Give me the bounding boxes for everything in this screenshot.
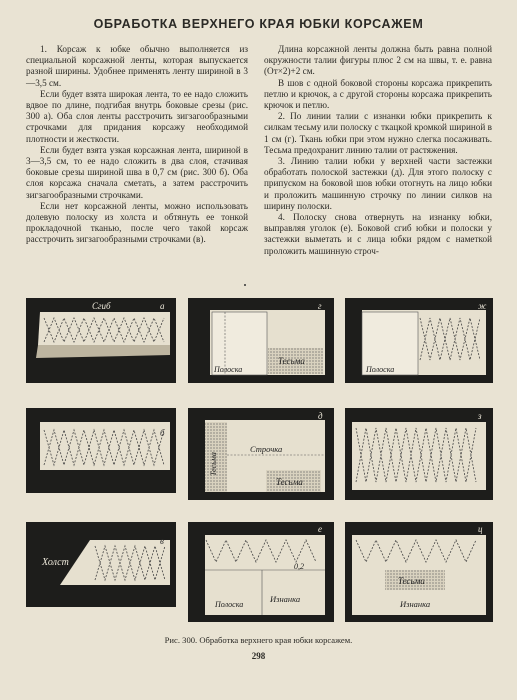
paragraph: Если нет корсажной ленты, можно использовать долевую полоску из холста и обтянуть ее тонкой прокладочной тканью, после чего такой корсаж расстрочить зигзагообразными строчками (в). xyxy=(26,200,248,245)
label-tesma: Тесьма xyxy=(398,576,425,586)
panel-z xyxy=(345,408,493,500)
page-title: ОБРАБОТКА ВЕРХНЕГО КРАЯ ЮБКИ КОРСАЖЕМ xyxy=(93,17,424,31)
panel-label: е xyxy=(318,524,322,534)
label-tesma: Тесьма xyxy=(278,356,305,366)
figure-caption: Рис. 300. Обработка верхнего края юбки корсажем. xyxy=(164,635,353,645)
label-holst: Холст xyxy=(42,557,69,568)
label-measure: 0,2 xyxy=(294,562,304,571)
paragraph: 2. По линии талии с изнанки юбки прикрепить к силкам тесьму или полоску с ткацкой кромкой шириной в 1 см (г). Ткань юбки при этом нужно слегка посаживать. Тесьма предохранит линию талии от растяжения. xyxy=(264,111,492,155)
label-polosa: Полоска xyxy=(214,365,243,374)
panel-label: ж xyxy=(478,301,487,311)
label-strochka: Строчка xyxy=(250,444,283,454)
panel-ts xyxy=(345,522,493,622)
panel-label: в xyxy=(160,536,164,546)
paragraph: Если будет взята узкая корсажная лента, шириной в 3—3,5 см, то ее надо сложить в два слоя, стачивая боковые срезы шириной шва в 0,7 см (рис. 300 б). Оба слоя корсажа сначала сметать, а затем расстрочить зигзагообразными строчками. xyxy=(26,144,248,200)
panel-label: б xyxy=(160,428,165,438)
panel-label: з xyxy=(478,411,482,421)
label-polosa: Полоска xyxy=(366,365,395,374)
panel-label: г xyxy=(318,301,322,311)
label-tesma-vertical: Тесьма xyxy=(209,452,218,476)
label-polosa: Полоска xyxy=(215,600,244,609)
label-iznanka: Изнанка xyxy=(400,599,431,609)
panel-b xyxy=(26,408,176,493)
panel-label: а xyxy=(160,301,165,311)
paragraph: 3. Линию талии юбки у верхней части застежки обработать полоской застежки (д). Для этого полоску с припуском на боковой шов юбки отогнуть на лицо юбки и проложить машинную строчку по линии силков на ширину полоски. xyxy=(264,156,492,211)
panel-g xyxy=(188,298,334,383)
label-sgib: Сгиб xyxy=(92,301,111,311)
paragraph: 1. Корсаж к юбке обычно выполняется из специальной корсажной ленты, которая выпускается разной ширины. Удобнее применять ленту шириной в 3—3,5 см. xyxy=(26,44,248,88)
panel-d xyxy=(188,408,334,500)
panel-a xyxy=(26,298,176,383)
label-tesma: Тесьма xyxy=(276,477,303,487)
label-iznanka: Изнанка xyxy=(270,594,301,604)
panel-label: д xyxy=(318,411,323,421)
paragraph: В шов с одной боковой стороны корсажа прикрепить петлю и крючок, а с другой стороны корсажа прикрепить крючок и петлю. xyxy=(264,77,492,111)
page-number: 298 xyxy=(251,651,266,661)
panel-v xyxy=(26,522,176,607)
panel-zh xyxy=(345,298,493,383)
paragraph: 4. Полоску снова отвернуть на изнанку юбки, выправляя уголок (е). Боковой сгиб юбки и полоски у застежки выметать и с лица юбки рядом с наметкой проложить машинную строч- xyxy=(264,212,492,256)
paragraph: Длина корсажной ленты должна быть равна полной окружности талии фигуры плюс 2 см на швы, т. е. равна (От×2)+2 см. xyxy=(264,44,492,77)
panel-e xyxy=(188,522,334,622)
paragraph: Если будет взята широкая лента, то ее надо сложить вдвое по длине, подгибая внутрь боковые срезы (рис. 300 а). Оба слоя ленты расстрочить зигзагообразными строчками для придания корсажу необходимой плотности и жесткости. xyxy=(26,88,248,144)
panel-label: ц xyxy=(478,524,483,534)
